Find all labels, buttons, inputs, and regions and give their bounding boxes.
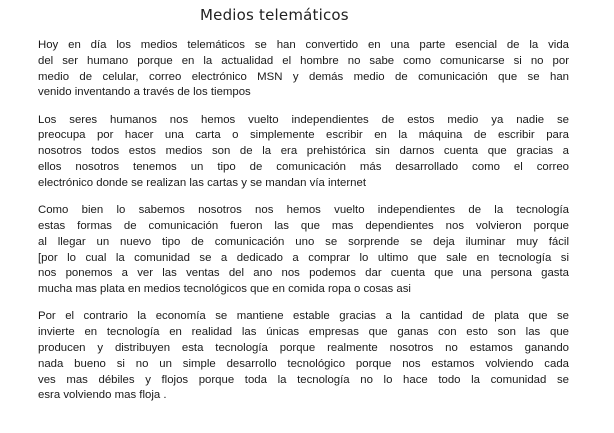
text-line: venido inventando a través de los tiempos [38,86,251,99]
document-title: Medios telemáticos [200,6,349,24]
text-line: al llegar un nuevo tipo de comunicación uno se sorprende se deja iluminar muy fácil [38,235,569,248]
text-line: electrónico donde se realizan las cartas y se mandan vía internet [38,176,366,189]
paragraph-2 [38,113,569,192]
text-line: invierte en tecnología en realidad las únicas empresas que ganas con esto son las que [38,326,569,339]
text-line: ves mas débiles y flojos porque toda la tecnología no lo hace todo la comunidad se [38,373,569,386]
text-line: mucha mas plata en medios tecnológicos que en comida ropa o cosas asi [38,283,411,296]
text-line: Por el contrario la economía se mantiene estable gracias a la cantidad de plata que se [38,310,569,323]
text-line: nos ponemos a ver las ventas del ano nos podemos dar cuenta que una persona gasta [38,267,569,280]
text-line: medio de celular, correo electrónico MSN y demás medio de comunicación que se han [38,70,569,83]
text-line: Hoy en día los medios telemáticos se han convertido en una parte esencial de la vida [38,39,569,51]
text-line: producen y distribuyen esta tecnología porque realmente nosotros no estamos ganando [38,342,569,355]
paragraph-4 [38,309,569,404]
paragraph-1 [38,38,569,101]
text-line: [por lo cual la comunidad se a dedicado a comprar lo ultimo que sale en tecnología si [38,251,569,264]
document-body [38,38,569,416]
text-line: nada bueno si no un simple desarrollo tecnológico porque nos estamos volviendo cada [38,357,569,370]
text-line: preocupa por hacer una carta o simplemente escribir en la máquina de escribir para [38,129,569,142]
text-line: Los seres humanos nos hemos vuelto independientes de estos medio ya nadie se [38,113,569,126]
text-line: ellos nosotros tenemos un tipo de comunicación más desarrollado como el correo [38,161,569,174]
text-line: nosotros todos estos medios son de la era prehistórica sin darnos cuenta que gracias a [38,145,569,158]
paragraph-3 [38,203,569,298]
text-line: del ser humano porque en la actualidad el hombre no sabe como comunicarse si no por [38,54,569,67]
text-line: esra volviendo mas floja . [38,389,167,402]
text-line: estas formas de comunicación fueron las que mas dependientes nos volvieron porque [38,219,569,232]
text-line: Como bien lo sabemos nosotros nos hemos vuelto independientes de la tecnología [38,204,569,217]
